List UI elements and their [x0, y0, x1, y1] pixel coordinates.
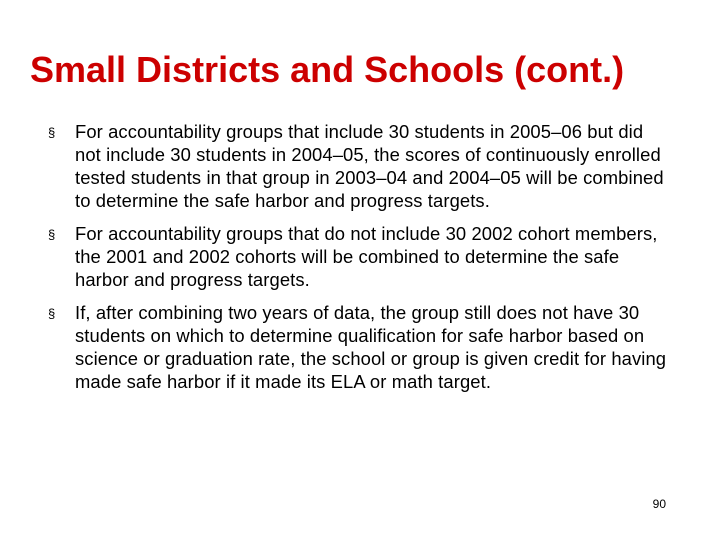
bullet-marker-icon: §: [48, 227, 56, 242]
bullet-marker-icon: §: [48, 306, 56, 321]
bullet-item: [48, 301, 668, 393]
bullet-text: For accountability groups that do not include 30 2002 cohort members, the 2001 and 2002 cohorts will be combined to determine the safe harbor and progress targets.: [75, 223, 658, 290]
bullet-marker-icon: §: [48, 125, 56, 140]
bullet-text: For accountability groups that include 30 students in 2005–06 but did not include 30 students in 2004–05, the scores of continuously enrolled tested students in that group in 2003–04 and 2004–05 will be combined to determine the safe harbor and progress targets.: [75, 121, 664, 211]
bullet-item: [48, 120, 668, 212]
bullet-list: [48, 120, 668, 403]
page-number: 90: [652, 497, 666, 511]
slide-title: Small Districts and Schools (cont.): [30, 49, 625, 90]
bullet-text: If, after combining two years of data, the group still does not have 30 students on which to determine qualification for safe harbor based on science or graduation rate, the school or group is given credit for having made safe harbor if it made its ELA or math target.: [75, 302, 667, 392]
bullet-item: [48, 222, 668, 291]
